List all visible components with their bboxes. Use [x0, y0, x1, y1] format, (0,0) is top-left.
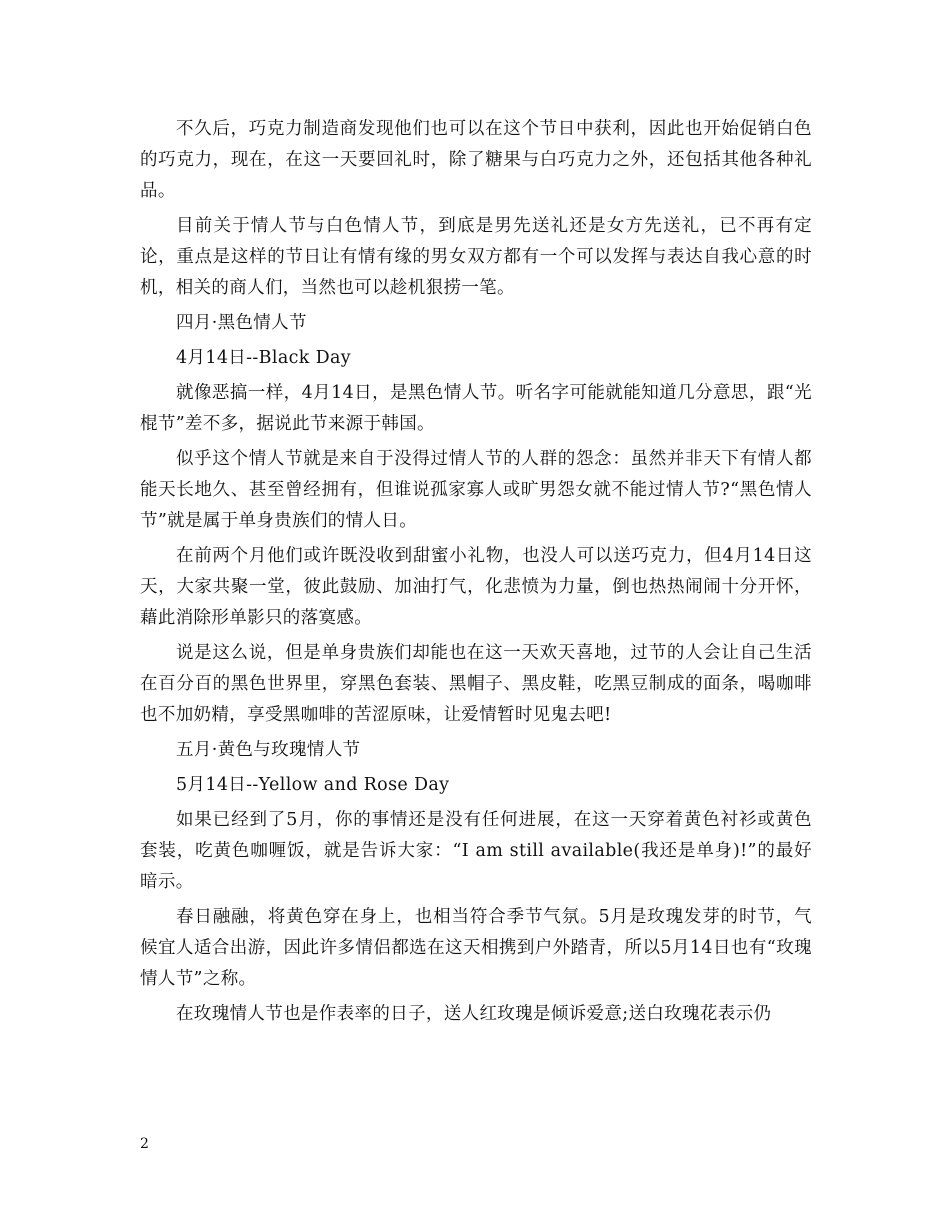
paragraph-black-day-intro: 就像恶搞一样，4月14日，是黑色情人节。听名字可能就能知道几分意思，跟“光棍节”差不多，据说此节来源于韩国。	[140, 383, 812, 434]
page-number: 2	[140, 1136, 149, 1152]
body-text	[140, 114, 812, 1034]
paragraph-who-gives-first: 目前关于情人节与白色情人节，到底是男先送礼还是女方先送礼，已不再有定论，重点是这样的节日让有情有缘的男女双方都有一个可以发挥与表达自我心意的时机，相关的商人们，当然也可以趁机狠捞一笔。	[140, 216, 812, 298]
paragraph-chocolate-gifts: 不久后，巧克力制造商发现他们也可以在这个节日中获利，因此也开始促销白色的巧克力，现在，在这一天要回礼时，除了糖果与白巧克力之外，还包括其他各种礼品。	[140, 119, 812, 201]
section-heading-april: 四月·黑色情人节	[176, 313, 307, 333]
section-heading-may: 五月·黄色与玫瑰情人节	[176, 740, 361, 760]
paragraph-black-day-gathering: 在前两个月他们或许既没收到甜蜜小礼物，也没人可以送巧克力，但4月14日这天，大家共聚一堂，彼此鼓励、加油打气，化悲愤为力量，倒也热热闹闹十分开怀，藉此消除形单影只的落寞感。	[140, 546, 812, 628]
paragraph-rose-day: 春日融融，将黄色穿在身上，也相当符合季节气氛。5月是玫瑰发芽的时节，气候宜人适合出游，因此许多情侣都选在这天相携到户外踏青，所以5月14日也有“玫瑰情人节”之称。	[140, 907, 812, 989]
paragraph-rose-meaning: 在玫瑰情人节也是作表率的日子，送人红玫瑰是倾诉爱意;送白玫瑰花表示仍	[176, 1004, 772, 1024]
paragraph-black-day-origin: 似乎这个情人节就是来自于没得过情人节的人群的怨念：虽然并非天下有情人都能天长地久、甚至曾经拥有，但谁说孤家寡人或旷男怨女就不能过情人节?“黑色情人节”就是属于单身贵族们的情人日。	[140, 449, 812, 531]
paragraph-yellow-day: 如果已经到了5月，你的事情还是没有任何进展，在这一天穿着黄色衬衫或黄色套装，吃黄色咖喱饭，就是告诉大家：“I am still available(我还是单身)!”的最好暗示。	[140, 810, 812, 892]
paragraph-black-day-customs: 说是这么说，但是单身贵族们却能也在这一天欢天喜地，过节的人会让自己生活在百分百的黑色世界里，穿黑色套装、黑帽子、黑皮鞋，吃黑豆制成的面条，喝咖啡也不加奶精，享受黑咖啡的苦涩原味，让爱情暂时见鬼去吧!	[140, 643, 812, 725]
date-line-yellow-rose-day: 5月14日--Yellow and Rose Day	[176, 775, 450, 795]
date-line-black-day: 4月14日--Black Day	[176, 348, 352, 368]
